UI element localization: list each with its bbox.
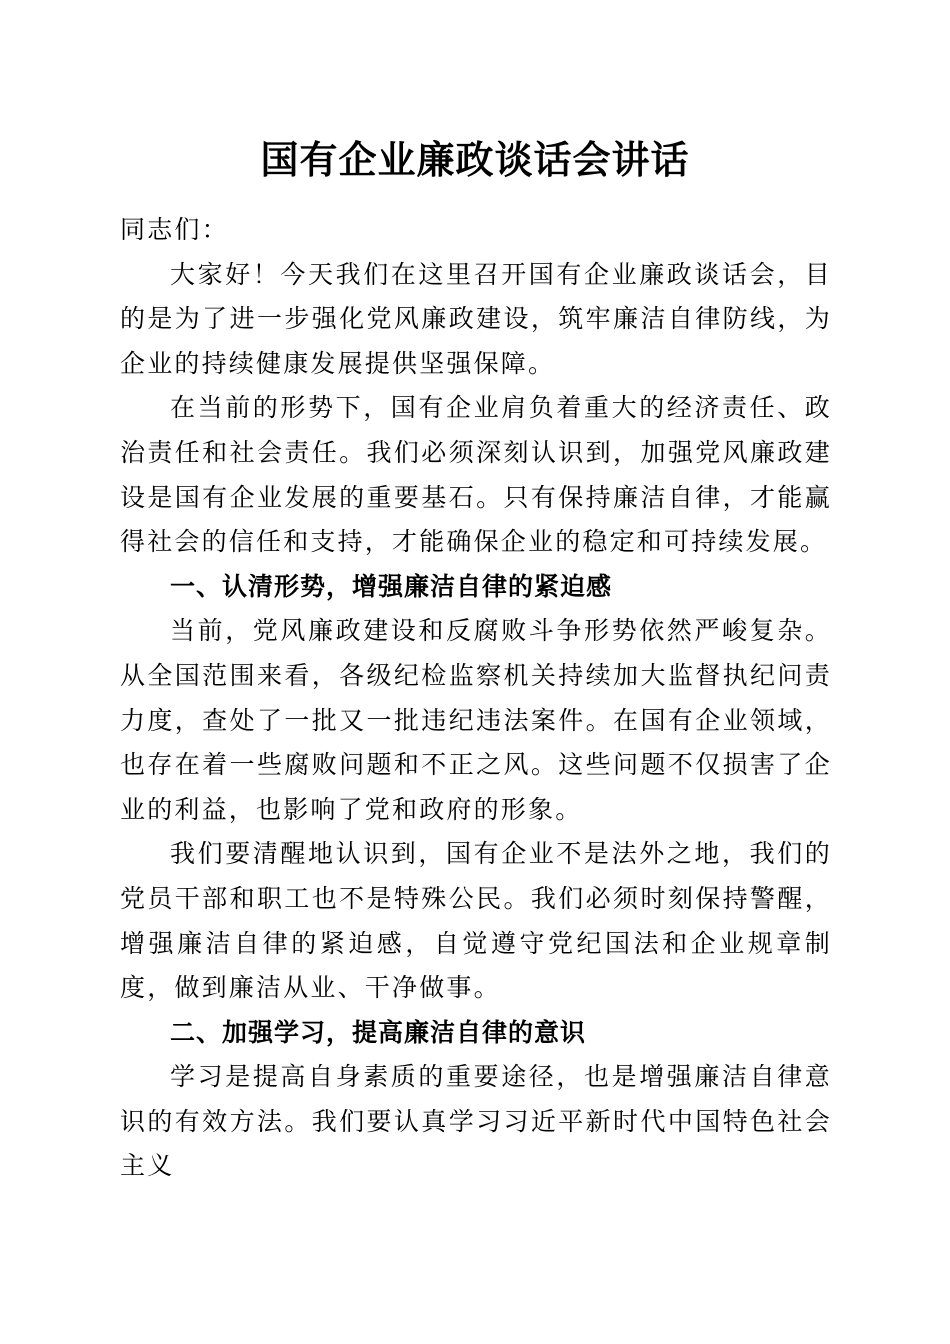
document-title: 国有企业廉政谈话会讲话 — [260, 137, 690, 182]
section-2-paragraph: 学习是提高自身素质的重要途径，也是增强廉洁自律意识的有效方法。我们要认真学习习近平新时代中国特色社会主义 — [120, 1062, 832, 1181]
document-body — [120, 208, 832, 1189]
section-heading-1: 一、认清形势，增强廉洁自律的紧迫感 — [170, 571, 613, 601]
paragraph-situation: 在当前的形势下，国有企业肩负着重大的经济责任、政治责任和社会责任。我们必须深刻认识到，加强党风廉政建设是国有企业发展的重要基石。只有保持廉洁自律，才能赢得社会的信任和支持，才能确保企业的稳定和可持续发展。 — [120, 393, 832, 557]
paragraph-intro: 大家好！今天我们在这里召开国有企业廉政谈话会，目的是为了进一步强化党风廉政建设，筑牢廉洁自律防线，为企业的持续健康发展提供坚强保障。 — [120, 259, 832, 378]
section-heading-2: 二、加强学习，提高廉洁自律的意识 — [170, 1017, 587, 1047]
section-1-paragraph: 我们要清醒地认识到，国有企业不是法外之地，我们的党员干部和职工也不是特殊公民。我们必须时刻保持警醒，增强廉洁自律的紧迫感，自觉遵守党纪国法和企业规章制度，做到廉洁从业、干净做事。 — [120, 839, 832, 1003]
salutation: 同志们： — [120, 215, 229, 244]
section-1-paragraph: 当前，党风廉政建设和反腐败斗争形势依然严峻复杂。从全国范围来看，各级纪检监察机关持续加大监督执纪问责力度，查处了一批又一批违纪违法案件。在国有企业领域，也存在着一些腐败问题和不正之风。这些问题不仅损害了企业的利益，也影响了党和政府的形象。 — [120, 616, 832, 824]
